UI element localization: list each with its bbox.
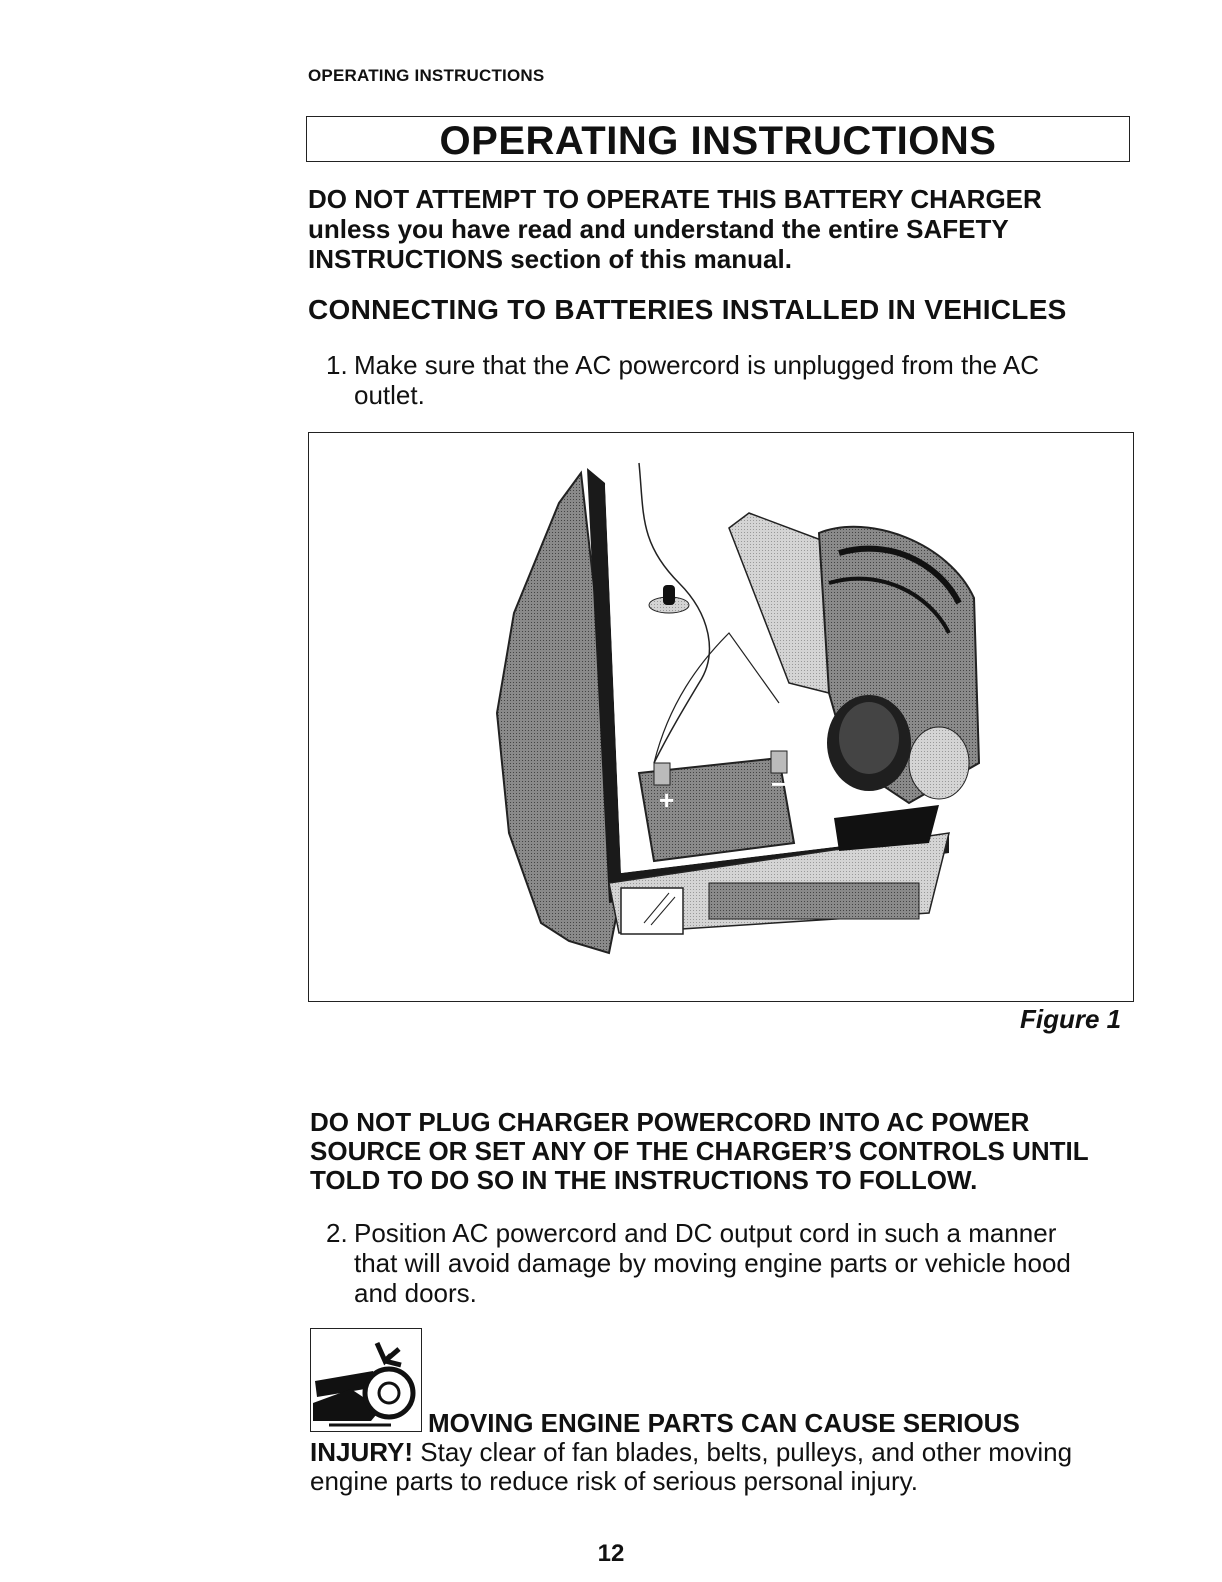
safety-warning-intro [308, 184, 1128, 274]
safety-warning-rest: unless you have read and understand the entire SAFETY INSTRUCTIONS section of this manual. [308, 214, 1009, 274]
figure-1-frame [308, 432, 1134, 1002]
step-1-text: Make sure that the AC powercord is unplugged from the AC [354, 350, 1040, 380]
safety-warning-lead: DO NOT ATTEMPT TO OPERATE THIS BATTERY CHARGER [308, 184, 1042, 214]
battery-minus-label: − [771, 769, 787, 799]
running-head: OPERATING INSTRUCTIONS [308, 66, 545, 85]
hazard-body: Stay clear of fan blades, belts, pulleys, and other moving engine parts to reduce risk of serious personal injury. [310, 1437, 1073, 1496]
step-2-text-cont: that will avoid damage by moving engine parts or vehicle hood [354, 1248, 1071, 1278]
battery-plus-label: + [659, 785, 675, 815]
hazard-injury: INJURY! [310, 1437, 414, 1467]
moving-parts-hazard-icon [310, 1328, 422, 1432]
engine-bay-illustration [309, 433, 1132, 1000]
hazard-text [310, 1438, 1130, 1496]
step-2-number: 2. [326, 1218, 348, 1248]
step-2-text: Position AC powercord and DC output cord in such a manner [354, 1218, 1057, 1248]
plug-warning: DO NOT PLUG CHARGER POWERCORD INTO AC POWER SOURCE OR SET ANY OF THE CHARGER’S CONTROLS UNTIL TOLD TO DO SO IN THE INSTRUCTIONS TO FOLLOW. [310, 1107, 1089, 1195]
step-2-text-cont2: and doors. [354, 1278, 477, 1308]
hazard-lead: MOVING ENGINE PARTS CAN CAUSE SERIOUS [428, 1408, 1020, 1438]
page-title: OPERATING INSTRUCTIONS [439, 119, 997, 163]
page-title-box [306, 116, 1130, 162]
step-2 [326, 1218, 1126, 1308]
step-1-number: 1. [326, 350, 348, 380]
step-1 [326, 350, 1116, 410]
figure-caption: Figure 1 [1020, 1004, 1122, 1034]
step-1-text-cont: outlet. [354, 380, 425, 410]
section-heading: CONNECTING TO BATTERIES INSTALLED IN VEHICLES [308, 294, 1067, 325]
page-number: 12 [597, 1540, 625, 1567]
